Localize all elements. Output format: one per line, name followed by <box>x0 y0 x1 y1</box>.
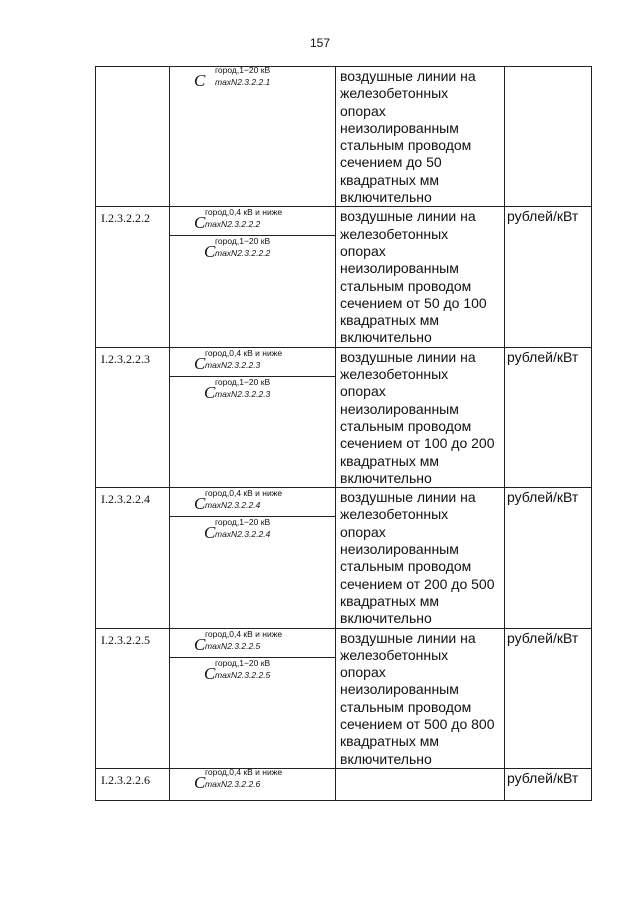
description-line: сечением от 500 до 800 <box>340 715 495 732</box>
formula-symbol: C <box>204 523 216 543</box>
description-line: включительно <box>340 329 432 346</box>
rate-formula <box>170 516 335 545</box>
formula-subscript: maxN2.3.2.2.5 <box>205 640 261 651</box>
table-row <box>96 67 592 207</box>
row-formulas <box>170 488 336 628</box>
formula-superscript: город,0,4 кВ и ниже <box>205 766 283 777</box>
row-formulas <box>170 207 336 347</box>
row-description <box>336 768 505 800</box>
formula-symbol: C <box>194 213 206 233</box>
row-description <box>336 488 505 628</box>
formula-superscript: город,1−20 кВ <box>215 236 271 247</box>
description-line: железобетонных <box>340 85 449 102</box>
formula-symbol: C <box>194 634 206 654</box>
formula-symbol: C <box>194 772 206 792</box>
description-line: стальным проводом <box>340 277 472 294</box>
description-line: опорах <box>340 383 386 400</box>
description-line: железобетонных <box>340 506 449 523</box>
table-row <box>96 628 592 768</box>
description-line: включительно <box>340 610 432 627</box>
tariff-table <box>95 66 592 801</box>
rate-formula <box>170 235 335 264</box>
formula-superscript: город,0,4 кВ и ниже <box>205 207 283 218</box>
formula-subscript: maxN2.3.2.2.2 <box>215 248 271 259</box>
description-line: квадратных мм <box>340 312 439 329</box>
description-line: сечением от 50 до 100 <box>340 294 487 311</box>
description-line: железобетонных <box>340 646 449 663</box>
formula-symbol: C <box>194 353 206 373</box>
description-line: квадратных мм <box>340 171 439 188</box>
description-line: воздушные линии на <box>340 208 476 225</box>
row-formulas <box>170 347 336 487</box>
rate-formula <box>170 376 335 405</box>
description-line: воздушные линии на <box>340 629 476 646</box>
table-row <box>96 488 592 628</box>
description-line: стальным проводом <box>340 558 472 575</box>
row-unit: рублей/кВт <box>505 207 592 347</box>
formula-symbol: C <box>204 382 216 402</box>
description-line: опорах <box>340 102 386 119</box>
formula-symbol: C <box>204 242 216 262</box>
rate-formula <box>170 629 335 657</box>
description-line: стальным проводом <box>340 417 472 434</box>
rate-formula <box>170 67 335 95</box>
formula-symbol: C <box>194 71 206 90</box>
table-row <box>96 207 592 347</box>
description-line: квадратных мм <box>340 592 439 609</box>
formula-superscript: город,1−20 кВ <box>215 517 271 528</box>
description-line: опорах <box>340 523 386 540</box>
description-line: включительно <box>340 750 432 767</box>
formula-superscript: город,0,4 кВ и ниже <box>205 347 283 358</box>
formula-subscript: maxN2.3.2.2.4 <box>215 529 271 540</box>
formula-subscript: maxN2.3.2.2.6 <box>205 778 261 789</box>
formula-symbol: C <box>194 494 206 514</box>
row-code: I.2.3.2.2.3 <box>96 347 170 487</box>
row-code: I.2.3.2.2.5 <box>96 628 170 768</box>
row-description <box>336 347 505 487</box>
description-line: неизолированным <box>340 400 459 417</box>
description-line: сечением до 50 <box>340 154 442 171</box>
formula-superscript: город,0,4 кВ и ниже <box>205 628 283 639</box>
row-description <box>336 628 505 768</box>
page-number: 157 <box>309 36 331 50</box>
description-line: воздушные линии на <box>340 68 476 84</box>
rate-formula <box>170 488 335 516</box>
row-unit <box>505 67 592 207</box>
row-description <box>336 67 505 207</box>
tariff-table-body <box>96 67 592 801</box>
formula-subscript: maxN2.3.2.2.4 <box>205 500 261 511</box>
formula-subscript: maxN2.3.2.2.1 <box>215 77 271 87</box>
formula-superscript: город,1−20 кВ <box>215 657 271 668</box>
row-formulas <box>170 628 336 768</box>
row-code <box>96 67 170 207</box>
table-row <box>96 768 592 800</box>
description-line: неизолированным <box>340 681 459 698</box>
description-line: сечением от 100 до 200 <box>340 435 495 452</box>
table-row <box>96 347 592 487</box>
description-line: включительно <box>340 189 432 206</box>
description-line: воздушные линии на <box>340 348 476 365</box>
description-line: квадратных мм <box>340 733 439 750</box>
formula-superscript: город,1−20 кВ <box>215 65 271 75</box>
description-line: включительно <box>340 469 432 486</box>
formula-subscript: maxN2.3.2.2.3 <box>205 359 261 370</box>
row-description <box>336 207 505 347</box>
description-line: железобетонных <box>340 366 449 383</box>
row-unit: рублей/кВт <box>505 488 592 628</box>
row-formulas <box>170 67 336 207</box>
formula-subscript: maxN2.3.2.2.3 <box>215 388 271 399</box>
formula-symbol: C <box>204 663 216 683</box>
row-unit: рублей/кВт <box>505 347 592 487</box>
rate-formula <box>170 766 335 797</box>
description-line: стальным проводом <box>340 698 472 715</box>
rate-formula <box>170 348 335 376</box>
rate-formula <box>170 207 335 235</box>
row-code: I.2.3.2.2.2 <box>96 207 170 347</box>
formula-superscript: город,1−20 кВ <box>215 376 271 387</box>
description-line: стальным проводом <box>340 137 472 154</box>
description-line: сечением от 200 до 500 <box>340 575 495 592</box>
rate-formula <box>170 657 335 686</box>
row-unit: рублей/кВт <box>505 768 592 800</box>
description-line: опорах <box>340 664 386 681</box>
description-line: неизолированным <box>340 260 459 277</box>
formula-subscript: maxN2.3.2.2.2 <box>205 219 261 230</box>
row-unit: рублей/кВт <box>505 628 592 768</box>
formula-superscript: город,0,4 кВ и ниже <box>205 488 283 499</box>
description-line: неизолированным <box>340 541 459 558</box>
row-code: I.2.3.2.2.4 <box>96 488 170 628</box>
description-line: неизолированным <box>340 119 459 136</box>
row-formulas <box>170 768 336 800</box>
description-line: опорах <box>340 242 386 259</box>
description-line: квадратных мм <box>340 452 439 469</box>
row-code: I.2.3.2.2.6 <box>96 768 170 800</box>
formula-subscript: maxN2.3.2.2.5 <box>215 669 271 680</box>
description-line: железобетонных <box>340 225 449 242</box>
description-line: воздушные линии на <box>340 489 476 506</box>
